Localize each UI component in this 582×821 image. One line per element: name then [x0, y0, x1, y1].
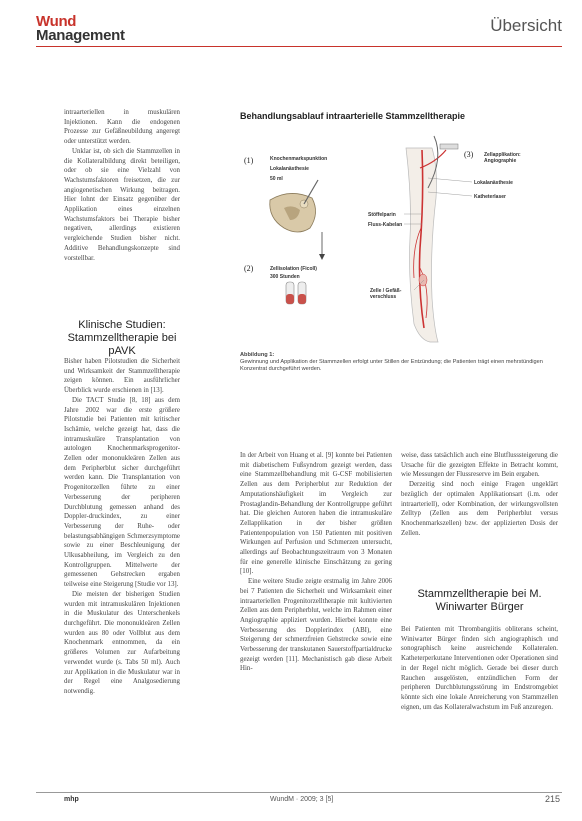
paragraph: Unklar ist, ob sich die Stammzellen in die Kollateralbildung direkt beteiligen, oder ob sie eine Vielzahl von Wachstumsfaktoren freisetzen, die zur angiogenetischen Wirkung beitragen. Hier lohnt der Einsatz gegenüber der Applikation eines einzelnen Wachstumsfaktors bei Therapie bisher negativen, allerdings existieren vergleichende Studien bisher nicht. Additive Behandlungskonzepte sind vorstellbar.	[64, 147, 180, 262]
section-title: Übersicht	[490, 16, 562, 35]
column-3-bottom	[401, 625, 558, 712]
paragraph: Die TACT Studie [8, 18] aus dem Jahre 2002 war die erste größere Pilotstudie bei Patienten mit kritischer Ischämie, welche gezeigt hat, dass die intramuskuläre Transplantation von autologen Knochenmarksprogenitor-Zellen oder mononukleären Zellen aus dem Peripherblut sicher durchgeführt werden kann. Die Transplantation von Progenitorzellen führte zu einer Verbesserung der peripheren Durchblutung gemessen anhand des Doppler-druckindex, zu einer Verbesserung der Ruhe- oder belastungsabhängigen Schmerzsymptome sowie zu einer Beschleunigung der Ulkusabheilung, im Vergleich zu den Kontrollgruppen. Mittelwerte der gemessenen Gehstrecken ergaben teilweise eine Steigerung [Studie vor 13].	[64, 396, 180, 589]
label-local-anesthesia: Lokalanästhesie	[474, 180, 513, 186]
column-1-bottom	[64, 357, 180, 697]
step-2-label: Zellisolation (Ficoll)	[270, 266, 317, 272]
header-rule	[36, 46, 562, 47]
caption-text: Gewinnung und Applikation der Stammzellen erfolgt unter Stillen der Entzündung; die Patienten trägt einen mehrstündigen Konzentrat durchgeführt werden.	[240, 359, 543, 372]
paragraph: intraarteriellen in muskulären Injektionen. Kann die endogenen Prozesse zur Gefäßneubildung angeregt oder unterstützt werden.	[64, 109, 180, 146]
label-catheter: Katheterlaser	[474, 194, 506, 200]
test-tubes-icon	[286, 282, 306, 304]
column-3-top	[401, 451, 558, 538]
paragraph: Bisher haben Pilotstudien die Sicherheit und Wirksamkeit der Stammzelltherapie zeigen können. Ein ausführlicher Überblick wurde erschienen in [13].	[64, 358, 180, 395]
step-1-label: Knochenmarkspunktion	[270, 156, 328, 162]
paragraph: In der Arbeit von Huang et al. [9] konnte bei Patienten mit diabetischem Fußsyndrom gezeigt werden, dass eine Stammzellbehandlung mit G-CSF mobilisierten Zellen aus dem Peripherblut zur Reduktion der Amputationshäufigkeit im Vergleich zur Prostaglandin-Behandlung der Kontrollgruppe geführt hat. Die gleichen Autoren haben die intramuskuläre Zellapplikation in der bisher größten Patientenpopulation von 150 Patienten mit positiven Wirkungen auf Perfusion und Schmerzen untersucht, allerdings auf Beobachtungszeitraum von 3 Monaten für eine generelle klinische Einschätzung zu gering [10].	[240, 452, 392, 576]
column-1-top	[64, 108, 180, 263]
step-3-label: Zellapplikation: Angiographie	[484, 152, 521, 164]
step-2-number: (2)	[244, 264, 254, 273]
footer-rule	[36, 792, 562, 793]
paragraph: Bei Patienten mit Thrombangiitis obliterans scheint, Winiwarter Bürger finden sich angiographisch und sonographisch keine ausreichende Kollateralen. Katheterperkutane Interventionen oder Operationen sind in der Regel nicht möglich. Gerade bei dieser durch Rauchen ausgelösten, entzündlichen Form der peripheren Durchblutungsstörung im Endstromgebiet könnte sich eine lokale Anreicherung von Stammzellen eignen, um das Kollateralwachstum im Fuß anzuregen.	[401, 626, 558, 711]
step-2-volume: 300 Stunden	[270, 274, 300, 280]
journal-logo-management: Management	[36, 27, 125, 44]
step-1-number: (1)	[244, 156, 254, 165]
step-3-number: (3)	[464, 150, 474, 159]
journal-logo-wund: Wund	[36, 13, 77, 30]
paragraph: Eine weitere Studie zeigte erstmalig im Jahre 2006 bei 7 Patienten die Sicherheit und Wirksamkeit einer intraarteriellen Progenitorzelltherapie mit kultivierten Zellen aus dem Peripherblut, welche im Rahmen einer Angiographie appliziert wurden. Hierbei konnte eine Verbesserung des Dopplerindex (ABI), eine Steigerung der schmerzfreien Gehstrecke sowie eine Verbesserung der transkutanen Sauerstoffpartialdrucke gezeigt werden [11]. Mechanistisch gab diese Arbeit Hin-	[240, 578, 392, 673]
syringe-icon	[440, 144, 458, 149]
leg-vessel-icon	[406, 148, 446, 342]
label-occlusion: Zelle / Gefäß-verschluss	[370, 288, 402, 300]
step-1-volume: 50 ml	[270, 176, 283, 182]
paragraph: Die meisten der bisherigen Studien wurden mit intramuskulären Injektionen in die Muskulatur des Unterschenkels durchgeführt. Die mononukleären Zellen wurden aus 80 oder Vollblut aus dem Knochenmark entnommen, da ein größeres Volumen zur Aufarbeitung verwendet wurde (s. Tabs 50 ml). Auch zur Applikation in die Muskulatur war in der Regel eine Analgosedierung notwendig.	[64, 590, 180, 695]
figure-diagram	[240, 128, 558, 346]
heading-clinical-studies: Klinische Studien: Stammzelltherapie bei pAVK	[67, 319, 177, 357]
pelvis-icon	[270, 193, 316, 232]
paragraph: weise, dass tatsächlich auch eine Blutflusssteigerung die Ursache für die gezeigten Effekte in Betracht kommt, wie Messungen der Flussreserve im Bein ergaben.	[401, 452, 558, 479]
column-2	[240, 451, 392, 674]
step-1-sub: Lokalanästhesie	[270, 166, 309, 172]
caption-title: Abbildung 1:	[240, 352, 275, 358]
label-heparin: Stöffelparin	[368, 212, 396, 218]
label-flow: Fluss-Kabelan	[368, 222, 403, 228]
figure-caption	[240, 352, 558, 373]
figure-title: Behandlungsablauf intraarterielle Stammzelltherapie	[240, 111, 466, 121]
publisher-logo: mhp	[64, 796, 79, 803]
footer-citation: WundM · 2009; 3 [5]	[270, 796, 334, 803]
heading-buerger-disease: Stammzelltherapie bei M. Winiwarter Bürger	[417, 588, 542, 613]
page-number: 215	[544, 794, 560, 804]
arrow-down-icon	[319, 254, 325, 260]
paragraph: Derzeitig sind noch einige Fragen ungeklärt bezüglich der optimalen Applikationsart (i.m. oder intraarteriell), oder Kombination, der wirkungsvollsten Zelltyp (Zellen aus dem Peripherblut versus Knochenmarkszellen) bzw. der applizierten Dosis der Zellen.	[401, 481, 558, 537]
